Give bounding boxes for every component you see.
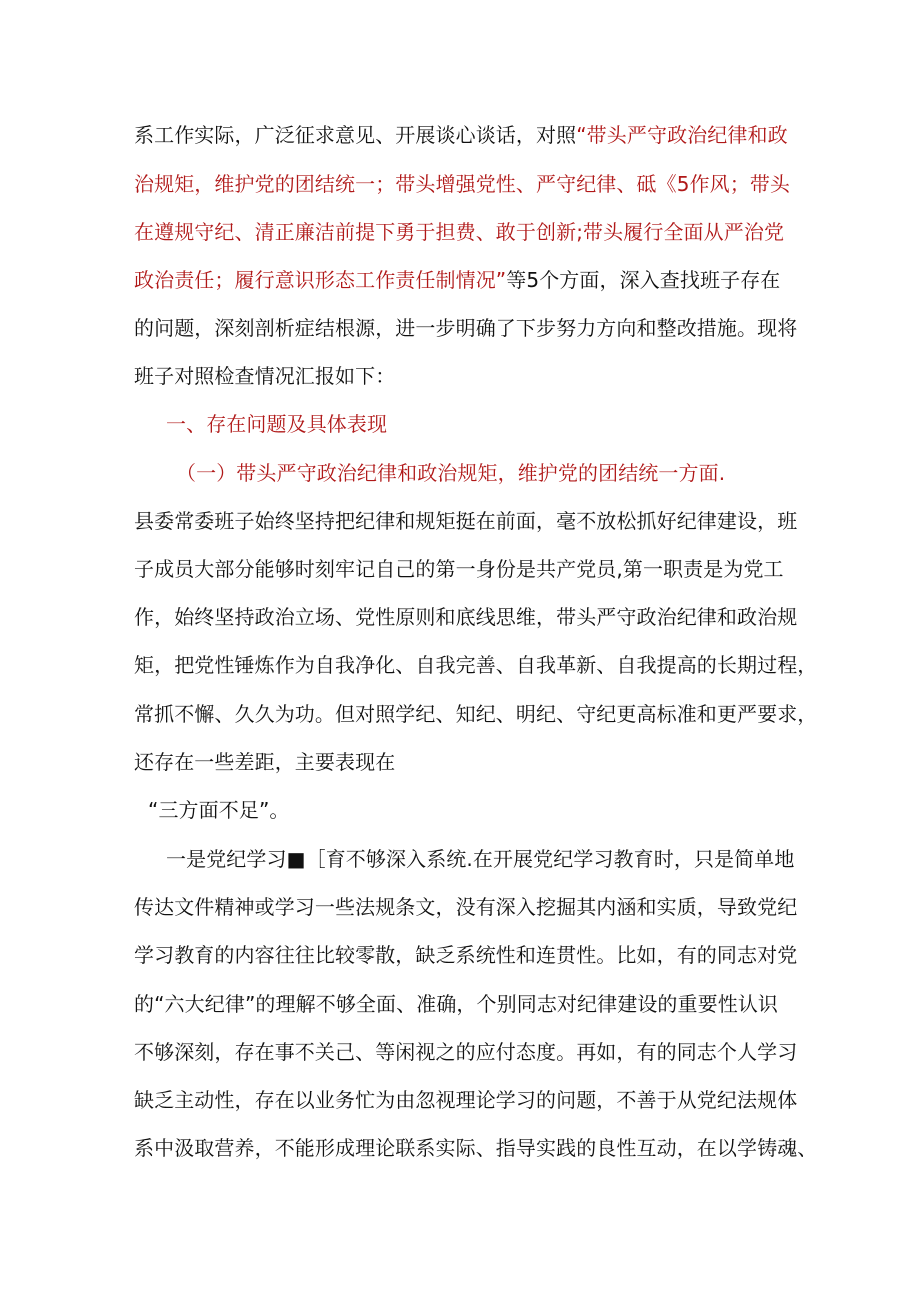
text-line (134, 314, 797, 342)
text-run: 学习教育的内容往往比较零散，缺乏系统性和连贯性。比如，有的同志对党 (134, 943, 798, 967)
text-line (166, 845, 794, 873)
text-line (134, 266, 780, 294)
text-run: 治规矩，维护党的团结统一；带头增强党性、严守纪律、砥《5作风；带头 (134, 172, 791, 196)
text-run: 在遵规守纪、清正廉洁前提下勇于担费、敢于创新;带头履行全面从严治党 (134, 220, 785, 244)
text-run: 缺乏主动性，存在以业务忙为由忽视理论学习的问题，不善于从党纪法规体 (134, 1088, 798, 1112)
text-line (148, 796, 290, 824)
text-run: “带头严守政治纪律和政 (576, 123, 788, 147)
subsection-heading (176, 459, 725, 487)
text-run: 县委常委班子始终坚持把纪律和规矩挺在前面，毫不放松抓好纪律建设，班 (134, 509, 798, 533)
text-run: 系中汲取营养，不能形成理论联系实际、指导实践的良性互动，在以学铸魂、 (134, 1136, 818, 1160)
text-run: 子成员大部分能够时刻牢记自己的第一身份是共产党员,第一职责是为党工 (134, 557, 784, 581)
text-run: 不够深刻，存在事不关己、等闲视之的应付态度。再如，有的同志个人学习 (134, 1040, 798, 1064)
text-run: 班子对照检查情况汇报如下： (134, 364, 396, 388)
text-line (134, 651, 817, 679)
text-line (134, 893, 797, 921)
text-run: 常抓不懈、久久为功。但对照学纪、知纪、明纪、守纪更高标准和更严要求， (134, 702, 818, 726)
text-line (134, 1086, 797, 1114)
text-run: 的问题，深刻剖析症结根源，进一步明确了下步努力方向和整改措施。现将 (134, 316, 798, 340)
text-line (134, 170, 790, 198)
text-run: （一）带头严守政治纪律和政治规矩，维护党的团结统一方面. (176, 461, 726, 485)
text-line (134, 121, 788, 149)
text-line (134, 218, 784, 246)
text-run: 传达文件精神或学习一些法规条文，没有深入挖掘其内涵和实质，导致党纪 (134, 895, 798, 919)
text-run: 还存在一些差距，主要表现在 (134, 750, 396, 774)
text-line (134, 700, 817, 728)
text-run: 矩，把党性锤炼作为自我净化、自我完善、自我革新、自我提高的长期过程， (134, 653, 818, 677)
text-run: 的“六大纪律”的理解不够全面、准确，个别同志对纪律建设的重要性认识 (134, 992, 779, 1016)
text-run: 政治责任；履行意识形态工作责任制情况” (134, 268, 507, 292)
text-line (134, 748, 395, 776)
text-run: 一、存在问题及具体表现 (166, 412, 388, 436)
text-run: 系工作实际，广泛征求意见、开展谈心谈话，对照 (134, 123, 577, 147)
text-line (134, 1134, 817, 1162)
text-line (134, 507, 797, 535)
text-run: “三方面不足”。 (148, 798, 290, 822)
text-line (134, 555, 784, 583)
section-heading (166, 410, 387, 438)
text-line (134, 1038, 797, 1066)
text-run: 一是党纪学习■［育不够深入系统.在开展党纪学习教育时，只是简单地 (166, 847, 795, 871)
text-line (134, 941, 797, 969)
text-run: 作，始终坚持政治立场、党性原则和底线思维，带头严守政治纪律和政治规 (134, 605, 798, 629)
text-line (134, 603, 797, 631)
text-line (134, 990, 778, 1018)
text-run: 等5个方面，深入查找班子存在 (506, 268, 781, 292)
text-line (134, 362, 395, 390)
